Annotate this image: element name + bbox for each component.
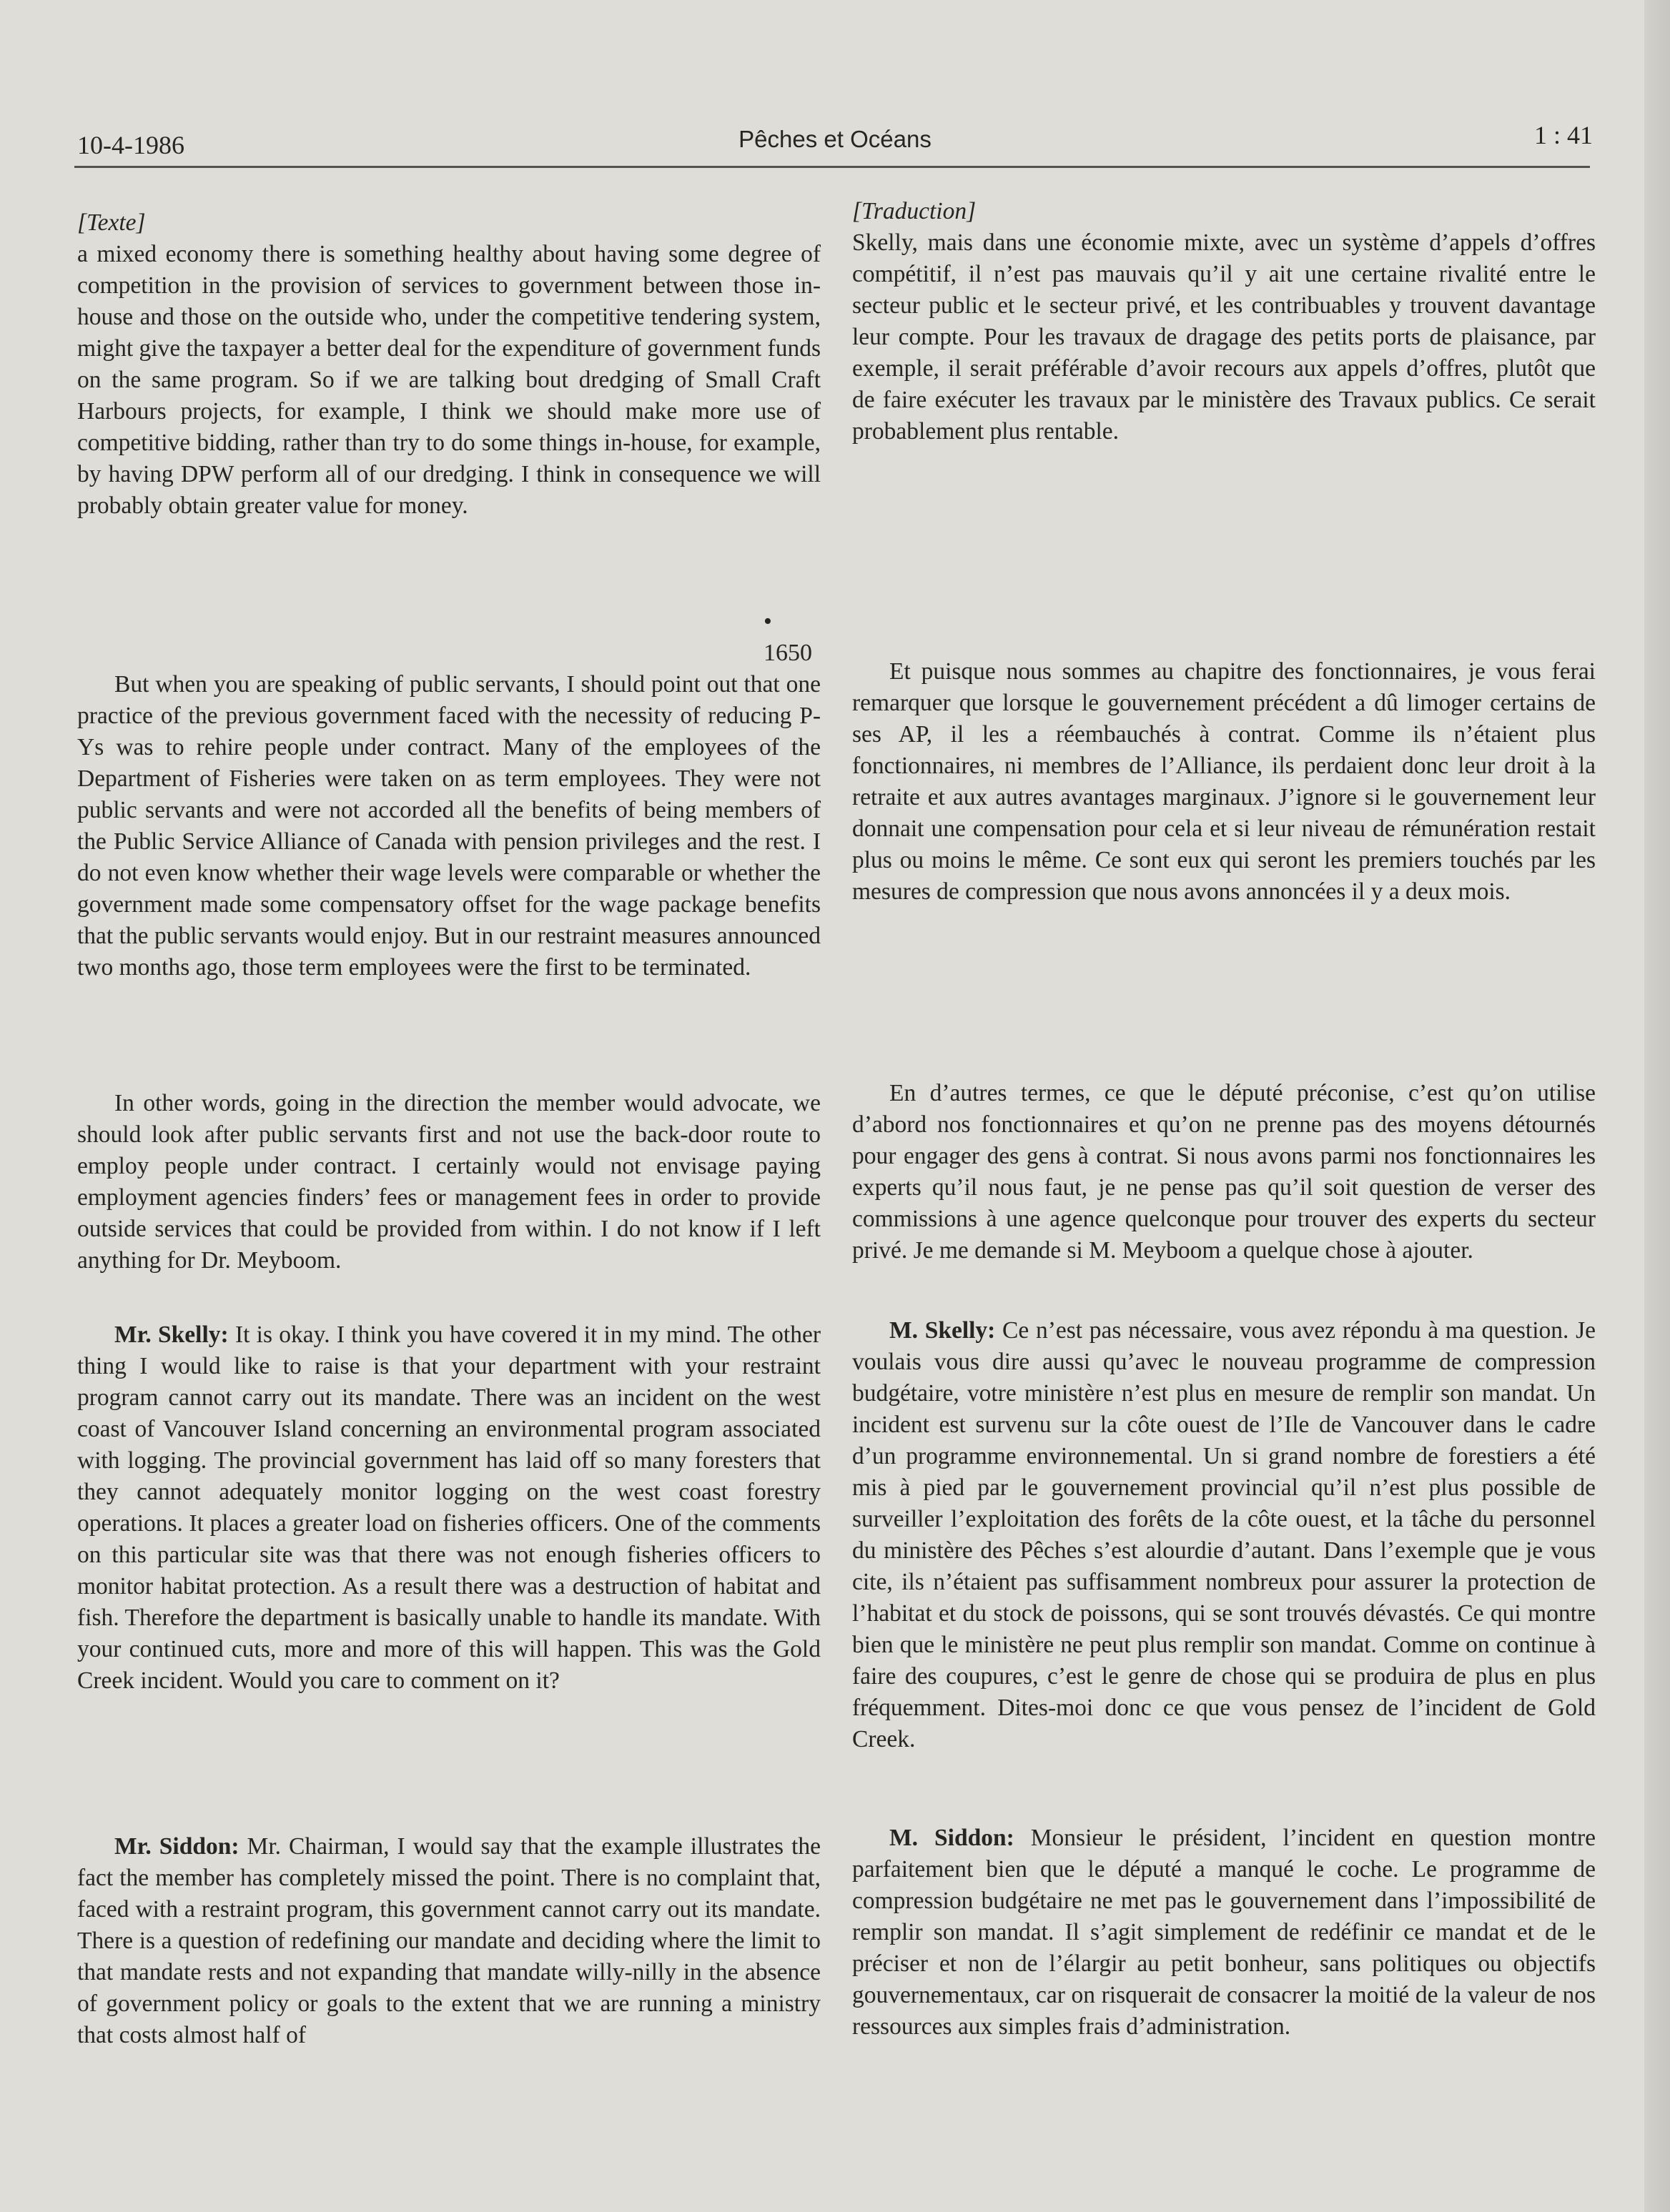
column-english [77, 0, 821, 2212]
section-tag-traduction: [Traduction] [852, 198, 977, 224]
french-paragraph-1: Skelly, mais dans une économie mixte, avec un système d’appels d’offres compétitif, il n’est pas mauvais qu’il y ait une certaine rivalité entre le secteur public et le secteur privé, et les contribuables y trouvent davantage leur compte. Pour les travaux de dragage des petits ports de plaisance, par exemple, il serait préférable d’avoir recours aux appels d’offres, plutôt que de faire exécuter les travaux par le ministère des Travaux publics. Ce serait probablement plus rentable. [852, 229, 1596, 445]
speaker-m-siddon: M. Siddon: [889, 1825, 1014, 1851]
french-block-2 [852, 656, 1596, 908]
french-paragraph-3: En d’autres termes, ce que le député préconise, c’est qu’on utilise d’abord nos fonctionnaires et qu’on ne prenne pas des moyens détournés pour engager des gens à contrat. Si nous avons parmi nos fonctionnaires les experts qu’il nous faut, je ne pense pas qu’il soit question de verser des commissions à une agence quelconque pour trouver des experts du secteur privé. Je me demande si M. Meyboom a quelque chose à ajouter. [852, 1080, 1596, 1264]
english-block-5 [77, 1831, 821, 2051]
english-paragraph-3: In other words, going in the direction the member would advocate, we should look after public servants first and not use the back-door route to employ people under contract. I certainly would not envisage paying employment agencies finders’ fees or management fees in order to provide outside services that could be provided from within. I do not know if I left anything for Dr. Meyboom. [77, 1090, 821, 1274]
english-block-2 [77, 669, 821, 983]
french-paragraph-5-text: Monsieur le président, l’incident en question montre parfaitement bien que le député a manqué le coche. Le programme de compression budgétaire ne met pas le gouvernement dans l’impossibilité de remplir son mandat. Il s’agit simplement de redéfinir ce mandat et de le préciser et non de l’élargir au petit bonheur, sans politiques ou objectifs gouvernementaux, car on risquerait de consacrer la moitié de la valeur de nos ressources aux simples frais d’administration. [852, 1825, 1596, 2040]
french-block-1 [852, 196, 1596, 447]
french-paragraph-5 [852, 1822, 1596, 2043]
english-paragraph-4 [77, 1319, 821, 1697]
speaker-siddon: Mr. Siddon: [114, 1833, 239, 1860]
column-french [852, 0, 1596, 2212]
time-marker: • 1650 [764, 608, 812, 666]
english-block-3 [77, 1088, 821, 1276]
french-paragraph-4 [852, 1315, 1596, 1755]
header-title: Pêches et Océans [738, 126, 932, 152]
english-paragraph-4-text: It is okay. I think you have covered it in my mind. The other thing I would like to raise is that your department with your restraint program cannot carry out its mandate. There was an incident on the west coast of Vancouver Island concerning an environmental program associated with logging. The provincial government has laid off so many foresters that they cannot adequately monitor logging on the west coast forestry operations. It places a greater load on fisheries officers. One of the comments on this particular site was that there was not enough fisheries officers to monitor habitat protection. As a result there was a destruction of habitat and fish. Therefore the department is basically unable to handle its mandate. With your continued cuts, more and more of this will happen. This was the Gold Creek incident. Would you care to comment on it? [77, 1321, 821, 1694]
english-block-4 [77, 1319, 821, 1697]
french-paragraph-2: Et puisque nous sommes au chapitre des fonctionnaires, je vous ferai remarquer que lorsque le gouvernement précédent a dû limoger certains de ses AP, il les a réembauchés à contrat. Comme ils n’étaient plus fonctionnaires, ni membres de l’Alliance, ils perdaient donc leur droit à la retraite et aux autres avantages marginaux. J’ignore si le gouvernement leur donnait une compensation pour cela et si leur niveau de rémunération restait plus ou moins le même. Ce sont eux qui seront les premiers touchés par les mesures de compression que nous avons annoncées il y a deux mois. [852, 658, 1596, 905]
english-paragraph-2: But when you are speaking of public servants, I should point out that one practice of the previous government faced with the necessity of reducing P-Ys was to rehire people under contract. Many of the employees of the Department of Fisheries were taken on as term employees. They were not public servants and were not accorded all the benefits of being members of the Public Service Alliance of Canada with pension privileges and the rest. I do not even know whether their wage levels were comparable or whether the government made some compensatory offset for the wage package benefits that the public servants would enjoy. But in our restraint measures announced two months ago, those term employees were the first to be terminated. [77, 671, 821, 981]
page-edge-shadow [1644, 0, 1670, 2212]
speaker-skelly: Mr. Skelly: [114, 1321, 229, 1348]
french-block-5 [852, 1822, 1596, 2043]
section-tag-texte: [Texte] [77, 209, 146, 236]
english-block-1 [77, 207, 821, 522]
french-block-3 [852, 1078, 1596, 1266]
french-block-4 [852, 1315, 1596, 1755]
header-date: 10-4-1986 [77, 131, 184, 159]
header-page-number: 1 : 41 [1533, 121, 1593, 149]
french-paragraph-4-text: Ce n’est pas nécessaire, vous avez répondu à ma question. Je voulais vous dire aussi qu’avec le nouveau programme de compression budgétaire, votre ministère n’est plus en mesure de remplir son mandat. Un incident est survenu sur la côte ouest de l’Ile de Vancouver dans le cadre d’un programme environnemental. Un si grand nombre de forestiers a été mis à pied par le gouvernement provincial qu’il n’est plus possible de surveiller l’exploitation des forêts de la côte ouest, et la tâche du personnel du ministère des Pêches s’est alourdie d’autant. Dans l’exemple que je vous cite, ils n’étaient pas suffisamment nombreux pour assurer la protection de l’habitat et du stock de poissons, qui se sont trouvés dévastés. Ce qui montre bien que le ministère ne peut plus remplir son mandat. Comme on continue à faire des coupures, c’est le genre de chose qui se produira de plus en plus fréquemment. Dites-moi donc ce que vous pensez de l’incident de Gold Creek. [852, 1317, 1596, 1752]
speaker-m-skelly: M. Skelly: [889, 1317, 996, 1344]
english-paragraph-1: a mixed economy there is something healthy about having some degree of competition in the provision of services to government between those in-house and those on the outside who, under the competitive tendering system, might give the taxpayer a better deal for the expenditure of government funds on the same program. So if we are talking bout dredging of Small Craft Harbours projects, for example, I think we should make more use of competitive bidding, rather than try to do some things in-house, for example, by having DPW perform all of our dredging. I think in consequence we will probably obtain greater value for money. [77, 241, 821, 519]
english-paragraph-5 [77, 1831, 821, 2051]
english-paragraph-5-text: Mr. Chairman, I would say that the example illustrates the fact the member has completely missed the point. There is no complaint that, faced with a restraint program, this government cannot carry out its mandate. There is a question of redefining our mandate and deciding where the limit to that mandate rests and not expanding that mandate willy-nilly in the absence of government policy or goals to the extent that we are running a ministry that costs almost half of [77, 1833, 821, 2048]
